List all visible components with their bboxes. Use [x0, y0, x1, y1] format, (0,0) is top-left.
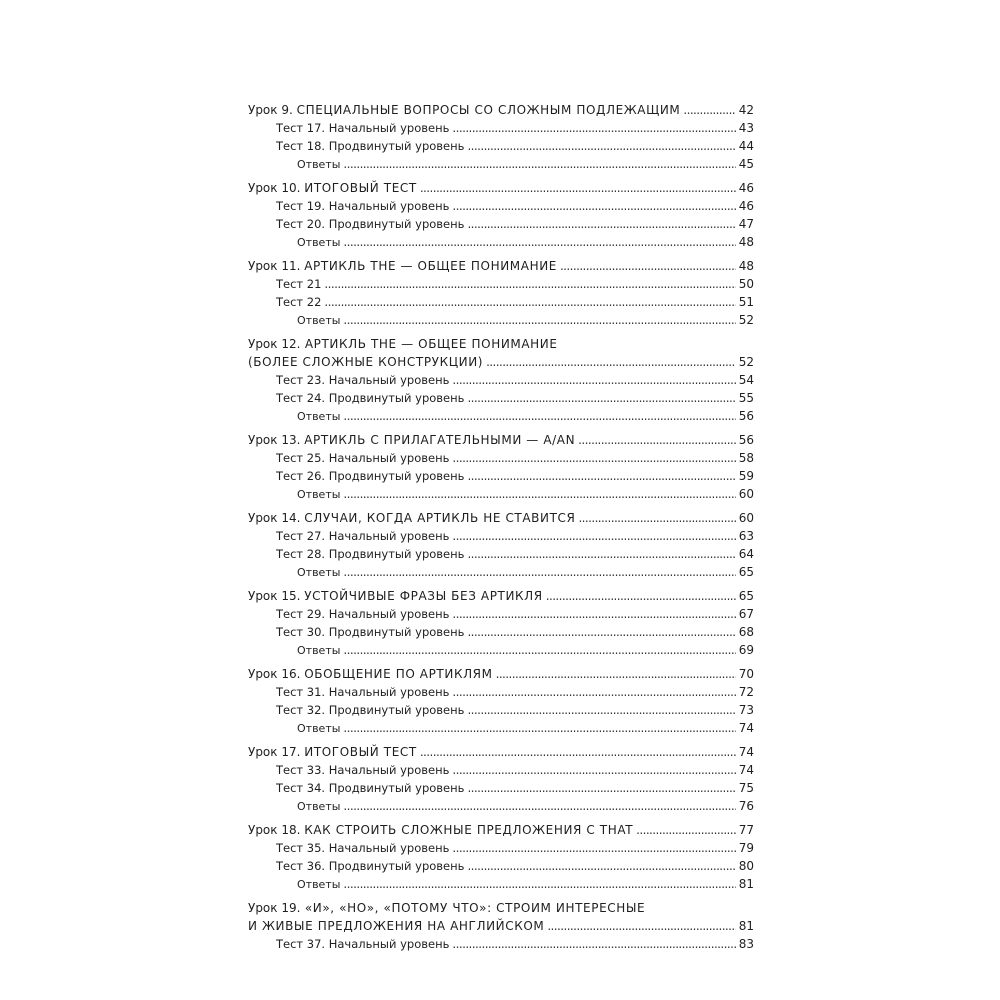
answers-label: Ответы: [297, 878, 341, 891]
test-row: [248, 449, 754, 467]
lesson-number: Урок 11.: [248, 259, 301, 273]
dot-leader: [343, 563, 735, 581]
dot-leader: [452, 935, 735, 953]
answers-label: Ответы: [297, 314, 341, 327]
page-number: 76: [738, 799, 754, 813]
lesson-number: Урок 16.: [248, 667, 301, 681]
test-row: [248, 779, 754, 797]
test-label: Тест 26. Продвинутый уровень: [276, 469, 465, 483]
dot-leader: [467, 545, 735, 563]
page-number: 69: [738, 643, 754, 657]
dot-leader: [496, 665, 736, 683]
test-row: [248, 119, 754, 137]
page-number: 77: [738, 823, 754, 837]
test-row: [248, 215, 754, 233]
test-row: [248, 935, 754, 953]
toc-lesson: [248, 101, 754, 173]
page-number: 45: [738, 157, 754, 171]
answers-row: [248, 797, 754, 815]
lesson-number: Урок 9.: [248, 103, 293, 117]
dot-leader: [343, 641, 735, 659]
dot-leader: [343, 233, 735, 251]
lesson-row: [248, 179, 754, 197]
lesson-row: [248, 743, 754, 761]
test-label: Тест 31. Начальный уровень: [276, 685, 450, 699]
test-label: Тест 21: [276, 277, 322, 291]
dot-leader: [547, 917, 735, 935]
page-number: 72: [738, 685, 754, 699]
lesson-title: ИТОГОВЫЙ ТЕСТ: [304, 745, 417, 759]
test-row: [248, 137, 754, 155]
toc-lesson: [248, 509, 754, 581]
test-row: [248, 545, 754, 563]
toc-lesson: [248, 821, 754, 893]
page-number: 52: [738, 313, 754, 327]
lesson-title: СПЕЦИАЛЬНЫЕ ВОПРОСЫ СО СЛОЖНЫМ ПОДЛЕЖАЩИМ: [296, 103, 681, 117]
answers-label: Ответы: [297, 236, 341, 249]
dot-leader: [343, 485, 735, 503]
page-number: 65: [738, 565, 754, 579]
dot-leader: [324, 293, 735, 311]
test-row: [248, 683, 754, 701]
page-number: 68: [738, 625, 754, 639]
test-row: [248, 467, 754, 485]
answers-row: [248, 485, 754, 503]
page-number: 73: [738, 703, 754, 717]
toc-lesson: [248, 431, 754, 503]
answers-row: [248, 407, 754, 425]
page-number: 59: [738, 469, 754, 483]
test-label: Тест 24. Продвинутый уровень: [276, 391, 465, 405]
test-label: Тест 33. Начальный уровень: [276, 763, 450, 777]
page-number: 83: [738, 937, 754, 951]
lesson-number: Урок 12.: [248, 337, 301, 351]
lesson-number: Урок 18.: [248, 823, 301, 837]
answers-row: [248, 563, 754, 581]
dot-leader: [452, 683, 735, 701]
dot-leader: [467, 467, 735, 485]
page-number: 74: [738, 745, 754, 759]
test-row: [248, 761, 754, 779]
answers-row: [248, 875, 754, 893]
dot-leader: [452, 197, 735, 215]
dot-leader: [452, 527, 735, 545]
lesson-number: Урок 13.: [248, 433, 301, 447]
page-number: 64: [738, 547, 754, 561]
page-number: 54: [738, 373, 754, 387]
answers-label: Ответы: [297, 644, 341, 657]
test-label: Тест 30. Продвинутый уровень: [276, 625, 465, 639]
dot-leader: [683, 101, 735, 119]
page-number: 74: [738, 763, 754, 777]
dot-leader: [343, 875, 735, 893]
page-number: 81: [738, 919, 754, 933]
table-of-contents: [248, 101, 754, 959]
toc-lesson: [248, 335, 754, 425]
toc-lesson: [248, 743, 754, 815]
test-label: Тест 22: [276, 295, 322, 309]
test-label: Тест 28. Продвинутый уровень: [276, 547, 465, 561]
answers-label: Ответы: [297, 158, 341, 171]
dot-leader: [452, 839, 735, 857]
answers-row: [248, 311, 754, 329]
page-number: 46: [738, 181, 754, 195]
answers-row: [248, 641, 754, 659]
lesson-title: АРТИКЛЬ С ПРИЛАГАТЕЛЬНЫМИ — A/AN: [304, 433, 576, 447]
test-row: [248, 389, 754, 407]
page-number: 58: [738, 451, 754, 465]
test-row: [248, 371, 754, 389]
test-row: [248, 275, 754, 293]
dot-leader: [467, 215, 735, 233]
lesson-number: Урок 10.: [248, 181, 301, 195]
lesson-row: [248, 587, 754, 605]
page-number: 47: [738, 217, 754, 231]
test-label: Тест 32. Продвинутый уровень: [276, 703, 465, 717]
toc-lesson: [248, 587, 754, 659]
lesson-row: [248, 509, 754, 527]
lesson-title: ИТОГОВЫЙ ТЕСТ: [304, 181, 417, 195]
answers-label: Ответы: [297, 722, 341, 735]
lesson-title: УСТОЙЧИВЫЕ ФРАЗЫ БЕЗ АРТИКЛЯ: [304, 589, 543, 603]
lesson-number: Урок 14.: [248, 511, 301, 525]
dot-leader: [452, 605, 735, 623]
lesson-number: Урок 19.: [248, 901, 301, 915]
lesson-title: «И», «НО», «ПОТОМУ ЧТО»: СТРОИМ ИНТЕРЕСНЫЕ: [304, 901, 646, 915]
page-number: 48: [738, 259, 754, 273]
test-label: Тест 27. Начальный уровень: [276, 529, 450, 543]
test-label: Тест 17. Начальный уровень: [276, 121, 450, 135]
dot-leader: [420, 179, 736, 197]
page-number: 50: [738, 277, 754, 291]
page-number: 55: [738, 391, 754, 405]
lesson-row: [248, 431, 754, 449]
dot-leader: [467, 389, 735, 407]
test-label: Тест 18. Продвинутый уровень: [276, 139, 465, 153]
page-number: 70: [738, 667, 754, 681]
answers-label: Ответы: [297, 488, 341, 501]
page-number: 60: [738, 487, 754, 501]
dot-leader: [467, 857, 735, 875]
page-number: 52: [738, 355, 754, 369]
dot-leader: [343, 719, 735, 737]
test-row: [248, 857, 754, 875]
dot-leader: [467, 137, 735, 155]
test-row: [248, 197, 754, 215]
dot-leader: [452, 119, 735, 137]
page-number: 44: [738, 139, 754, 153]
lesson-title: КАК СТРОИТЬ СЛОЖНЫЕ ПРЕДЛОЖЕНИЯ С THAT: [304, 823, 634, 837]
page-number: 79: [738, 841, 754, 855]
test-label: Тест 25. Начальный уровень: [276, 451, 450, 465]
answers-label: Ответы: [297, 410, 341, 423]
test-row: [248, 701, 754, 719]
lesson-row: [248, 353, 754, 371]
page-number: 43: [738, 121, 754, 135]
answers-label: Ответы: [297, 566, 341, 579]
page-number: 51: [738, 295, 754, 309]
dot-leader: [467, 779, 735, 797]
dot-leader: [578, 509, 735, 527]
dot-leader: [343, 155, 735, 173]
dot-leader: [343, 407, 735, 425]
page-number: 46: [738, 199, 754, 213]
lesson-title-line: [248, 899, 754, 917]
test-row: [248, 527, 754, 545]
test-label: Тест 35. Начальный уровень: [276, 841, 450, 855]
dot-leader: [343, 797, 735, 815]
page-number: 56: [738, 409, 754, 423]
test-label: Тест 36. Продвинутый уровень: [276, 859, 465, 873]
dot-leader: [324, 275, 735, 293]
page-number: 81: [738, 877, 754, 891]
page-number: 80: [738, 859, 754, 873]
test-label: Тест 29. Начальный уровень: [276, 607, 450, 621]
dot-leader: [636, 821, 736, 839]
answers-row: [248, 719, 754, 737]
page-number: 63: [738, 529, 754, 543]
page-number: 65: [738, 589, 754, 603]
lesson-row: [248, 257, 754, 275]
page-number: 56: [738, 433, 754, 447]
answers-label: Ответы: [297, 800, 341, 813]
lesson-row: [248, 665, 754, 683]
test-label: Тест 20. Продвинутый уровень: [276, 217, 465, 231]
dot-leader: [343, 311, 735, 329]
dot-leader: [452, 371, 735, 389]
answers-row: [248, 233, 754, 251]
test-row: [248, 293, 754, 311]
dot-leader: [420, 743, 736, 761]
page-number: 48: [738, 235, 754, 249]
page-number: 42: [738, 103, 754, 117]
dot-leader: [486, 353, 736, 371]
answers-row: [248, 155, 754, 173]
test-row: [248, 605, 754, 623]
toc-lesson: [248, 899, 754, 953]
dot-leader: [452, 449, 735, 467]
dot-leader: [578, 431, 736, 449]
dot-leader: [467, 623, 735, 641]
lesson-number: Урок 17.: [248, 745, 301, 759]
lesson-number: Урок 15.: [248, 589, 301, 603]
dot-leader: [467, 701, 735, 719]
lesson-title: АРТИКЛЬ THE — ОБЩЕЕ ПОНИМАНИЕ: [304, 337, 558, 351]
dot-leader: [452, 761, 735, 779]
lesson-title-line: [248, 335, 754, 353]
page-number: 74: [738, 721, 754, 735]
lesson-title: АРТИКЛЬ THE — ОБЩЕЕ ПОНИМАНИЕ: [304, 259, 557, 273]
test-label: Тест 37. Начальный уровень: [276, 937, 450, 951]
page-number: 60: [738, 511, 754, 525]
test-label: Тест 23. Начальный уровень: [276, 373, 450, 387]
test-row: [248, 623, 754, 641]
toc-lesson: [248, 257, 754, 329]
dot-leader: [546, 587, 736, 605]
lesson-title: СЛУЧАИ, КОГДА АРТИКЛЬ НЕ СТАВИТСЯ: [304, 511, 576, 525]
lesson-title: ОБОБЩЕНИЕ ПО АРТИКЛЯМ: [304, 667, 493, 681]
lesson-row: [248, 917, 754, 935]
test-row: [248, 839, 754, 857]
dot-leader: [560, 257, 736, 275]
lesson-title: (БОЛЕЕ СЛОЖНЫЕ КОНСТРУКЦИИ): [248, 355, 484, 369]
lesson-title: И ЖИВЫЕ ПРЕДЛОЖЕНИЯ НА АНГЛИЙСКОМ: [248, 919, 545, 933]
lesson-row: [248, 101, 754, 119]
test-label: Тест 19. Начальный уровень: [276, 199, 450, 213]
page-number: 67: [738, 607, 754, 621]
toc-lesson: [248, 179, 754, 251]
lesson-row: [248, 821, 754, 839]
test-label: Тест 34. Продвинутый уровень: [276, 781, 465, 795]
page-number: 75: [738, 781, 754, 795]
toc-lesson: [248, 665, 754, 737]
